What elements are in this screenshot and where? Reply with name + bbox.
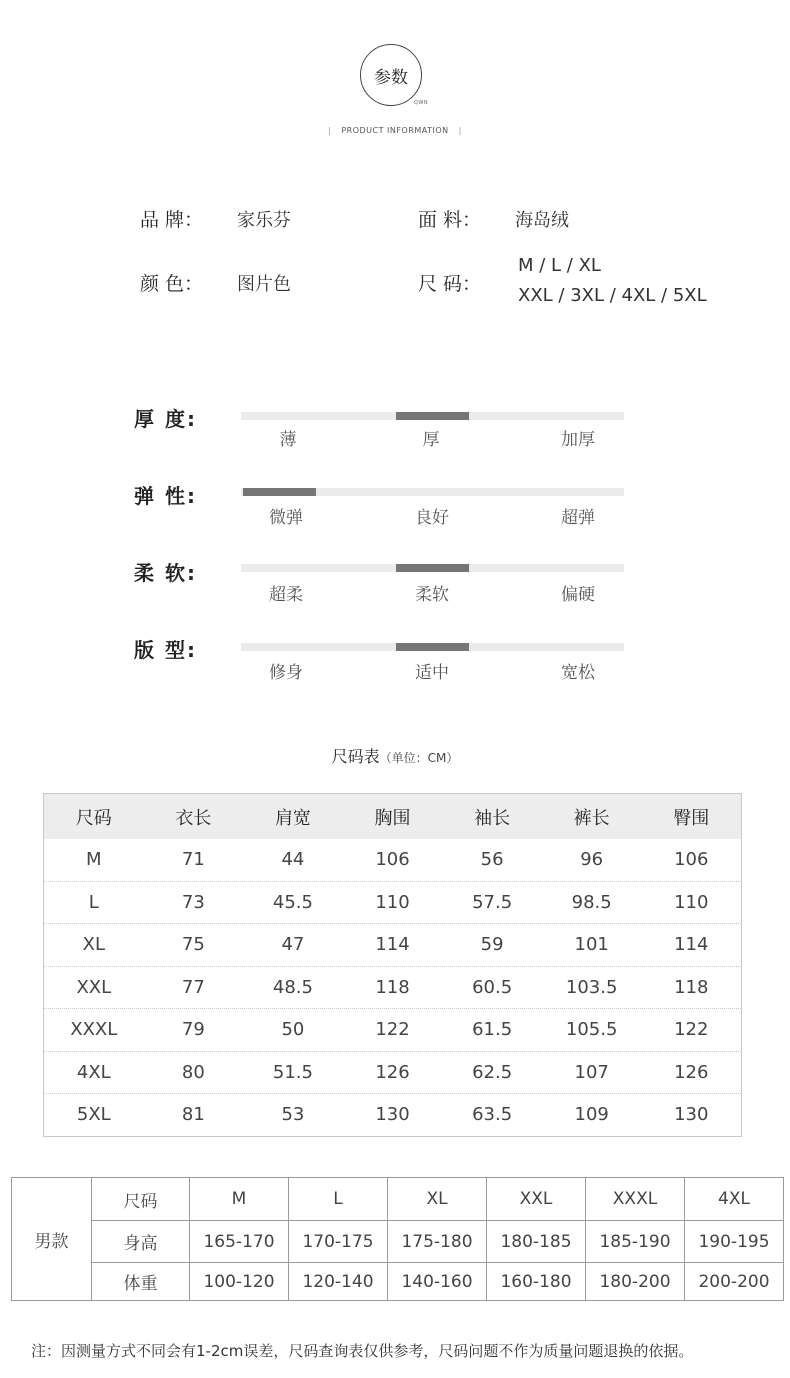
table-cell: 98.5 bbox=[571, 891, 612, 913]
table-cell: 体重 bbox=[92, 1263, 190, 1301]
slider-track bbox=[241, 412, 624, 420]
table-cell: 101 bbox=[574, 934, 609, 956]
size-chart-header-cell: 尺码 bbox=[75, 807, 112, 829]
table-cell: 106 bbox=[375, 849, 410, 871]
table-cell: 45.5 bbox=[272, 891, 313, 913]
table-cell: M bbox=[86, 849, 102, 871]
table-cell: 105.5 bbox=[565, 1019, 618, 1041]
subtitle-bar-left: | bbox=[328, 126, 332, 135]
slider-tick: 良好 bbox=[415, 508, 449, 528]
table-row bbox=[44, 882, 741, 925]
slider-label: 版 型: bbox=[134, 638, 197, 662]
table-cell: 73 bbox=[181, 891, 205, 913]
table-cell: 尺码 bbox=[92, 1178, 190, 1221]
table-cell: L bbox=[88, 891, 99, 913]
table-cell: 122 bbox=[674, 1019, 709, 1041]
table-cell: 114 bbox=[674, 934, 709, 956]
table-cell: 180-185 bbox=[487, 1221, 586, 1263]
table-cell: 44 bbox=[281, 849, 305, 871]
slider-track bbox=[241, 488, 624, 496]
params-badge bbox=[360, 44, 429, 106]
table-row bbox=[44, 924, 741, 967]
table-cell: 126 bbox=[674, 1061, 709, 1083]
table-row bbox=[12, 1221, 784, 1263]
subtitle-bar-right: | bbox=[458, 126, 462, 135]
table-row bbox=[44, 1094, 741, 1136]
params-title: 参数 bbox=[374, 68, 408, 88]
table-row bbox=[44, 1009, 741, 1052]
slider-tick: 超弹 bbox=[561, 508, 595, 528]
size-chart-title-text: 尺码表 bbox=[331, 747, 380, 766]
slider-fill bbox=[243, 488, 316, 496]
brand-value: 家乐芬 bbox=[237, 210, 291, 231]
table-cell: M bbox=[190, 1178, 289, 1221]
table-cell: 126 bbox=[375, 1061, 410, 1083]
size-chart-title bbox=[0, 744, 790, 767]
table-cell: 96 bbox=[580, 849, 604, 871]
table-cell: 165-170 bbox=[190, 1221, 289, 1263]
size-chart-header-cell: 胸围 bbox=[374, 807, 411, 829]
table-row bbox=[12, 1263, 784, 1301]
table-cell: XXL bbox=[487, 1178, 586, 1221]
table-cell: 110 bbox=[674, 891, 709, 913]
table-cell: 109 bbox=[574, 1104, 609, 1126]
slider-tick: 修身 bbox=[269, 663, 303, 683]
table-cell: 190-195 bbox=[685, 1221, 784, 1263]
table-cell: 61.5 bbox=[472, 1019, 513, 1041]
slider-tick: 柔软 bbox=[415, 585, 449, 605]
table-cell: 200-200 bbox=[685, 1263, 784, 1301]
slider-tick: 适中 bbox=[415, 663, 449, 683]
table-cell: 180-200 bbox=[586, 1263, 685, 1301]
table-cell: 75 bbox=[181, 934, 205, 956]
table-cell: 71 bbox=[181, 849, 205, 871]
table-cell: 100-120 bbox=[190, 1263, 289, 1301]
table-cell: 4XL bbox=[76, 1061, 111, 1083]
size-value-line2: XXL / 3XL / 4XL / 5XL bbox=[518, 285, 707, 306]
table-cell: XXXL bbox=[586, 1178, 685, 1221]
params-badge-small-text: QWN bbox=[414, 100, 429, 106]
size-chart-header-cell: 臀围 bbox=[673, 807, 710, 829]
table-cell: 110 bbox=[375, 891, 410, 913]
slider-tick: 微弹 bbox=[269, 508, 303, 528]
table-cell: 47 bbox=[281, 934, 305, 956]
table-cell: 122 bbox=[375, 1019, 410, 1041]
table-cell: 130 bbox=[375, 1104, 410, 1126]
fabric-value: 海岛绒 bbox=[515, 210, 569, 231]
table-cell: 57.5 bbox=[472, 891, 513, 913]
subtitle-text: PRODUCT INFORMATION bbox=[341, 126, 449, 135]
color-value: 图片色 bbox=[237, 274, 291, 295]
table-cell: 80 bbox=[181, 1061, 205, 1083]
table-cell: 185-190 bbox=[586, 1221, 685, 1263]
slider-fill bbox=[396, 412, 469, 420]
table-cell: 59 bbox=[480, 934, 504, 956]
table-cell: 140-160 bbox=[388, 1263, 487, 1301]
slider-tick: 超柔 bbox=[269, 585, 303, 605]
disclaimer-note: 注：因测量方式不同会有1-2cm误差，尺码查询表仅供参考，尺码问题不作为质量问题退换的依据。 bbox=[31, 1342, 694, 1360]
table-cell: 106 bbox=[674, 849, 709, 871]
slider-fill bbox=[396, 564, 469, 572]
slider-tick: 加厚 bbox=[561, 430, 595, 450]
slider-label: 柔 软: bbox=[134, 561, 197, 585]
men-category-cell: 男款 bbox=[12, 1178, 92, 1301]
table-cell: 175-180 bbox=[388, 1221, 487, 1263]
table-cell: 60.5 bbox=[472, 976, 513, 998]
slider-fill bbox=[396, 643, 469, 651]
slider-tick: 宽松 bbox=[561, 663, 595, 683]
table-cell: 53 bbox=[281, 1104, 305, 1126]
table-cell: 48.5 bbox=[272, 976, 313, 998]
size-chart-header-cell: 袖长 bbox=[474, 807, 511, 829]
table-row bbox=[44, 839, 741, 882]
table-cell: XL bbox=[388, 1178, 487, 1221]
men-size-table bbox=[11, 1177, 784, 1301]
size-label: 尺 码： bbox=[418, 273, 482, 295]
table-cell: 114 bbox=[375, 934, 410, 956]
table-cell: 120-140 bbox=[289, 1263, 388, 1301]
table-row bbox=[12, 1178, 784, 1221]
slider-track bbox=[241, 564, 624, 572]
slider-tick: 偏硬 bbox=[561, 585, 595, 605]
table-cell: 4XL bbox=[685, 1178, 784, 1221]
table-cell: L bbox=[289, 1178, 388, 1221]
size-chart-header-cell: 肩宽 bbox=[274, 807, 311, 829]
table-cell: 160-180 bbox=[487, 1263, 586, 1301]
table-cell: 118 bbox=[375, 976, 410, 998]
product-information-subtitle bbox=[0, 126, 790, 135]
table-cell: 81 bbox=[181, 1104, 205, 1126]
table-cell: 50 bbox=[281, 1019, 305, 1041]
table-cell: 170-175 bbox=[289, 1221, 388, 1263]
slider-label: 弹 性: bbox=[134, 484, 197, 508]
slider-tick: 厚 bbox=[422, 430, 440, 450]
color-label: 颜 色： bbox=[140, 273, 204, 295]
table-cell: 身高 bbox=[92, 1221, 190, 1263]
size-chart-header-cell: 裤长 bbox=[573, 807, 610, 829]
fabric-label: 面 料： bbox=[418, 209, 482, 231]
table-cell: 118 bbox=[674, 976, 709, 998]
table-cell: 5XL bbox=[76, 1104, 111, 1126]
table-cell: 51.5 bbox=[272, 1061, 313, 1083]
table-row bbox=[44, 967, 741, 1010]
table-cell: 56 bbox=[480, 849, 504, 871]
table-cell: 79 bbox=[181, 1019, 205, 1041]
table-cell: 103.5 bbox=[565, 976, 618, 998]
table-cell: 63.5 bbox=[472, 1104, 513, 1126]
table-row bbox=[44, 1052, 741, 1095]
size-chart-unit: （单位：CM） bbox=[379, 751, 459, 765]
size-chart-table bbox=[43, 793, 742, 1137]
table-cell: XXL bbox=[76, 976, 112, 998]
size-chart-header-cell: 衣长 bbox=[175, 807, 212, 829]
brand-label: 品 牌： bbox=[140, 209, 204, 231]
size-value-line1: M / L / XL bbox=[518, 255, 601, 276]
table-cell: XL bbox=[82, 934, 105, 956]
table-cell: 107 bbox=[574, 1061, 609, 1083]
slider-label: 厚 度: bbox=[134, 407, 197, 431]
slider-track bbox=[241, 643, 624, 651]
table-cell: 130 bbox=[674, 1104, 709, 1126]
table-cell: 62.5 bbox=[472, 1061, 513, 1083]
slider-tick: 薄 bbox=[279, 430, 297, 450]
table-cell: XXXL bbox=[70, 1019, 118, 1041]
table-cell: 77 bbox=[181, 976, 205, 998]
size-chart-header-row bbox=[44, 794, 741, 839]
